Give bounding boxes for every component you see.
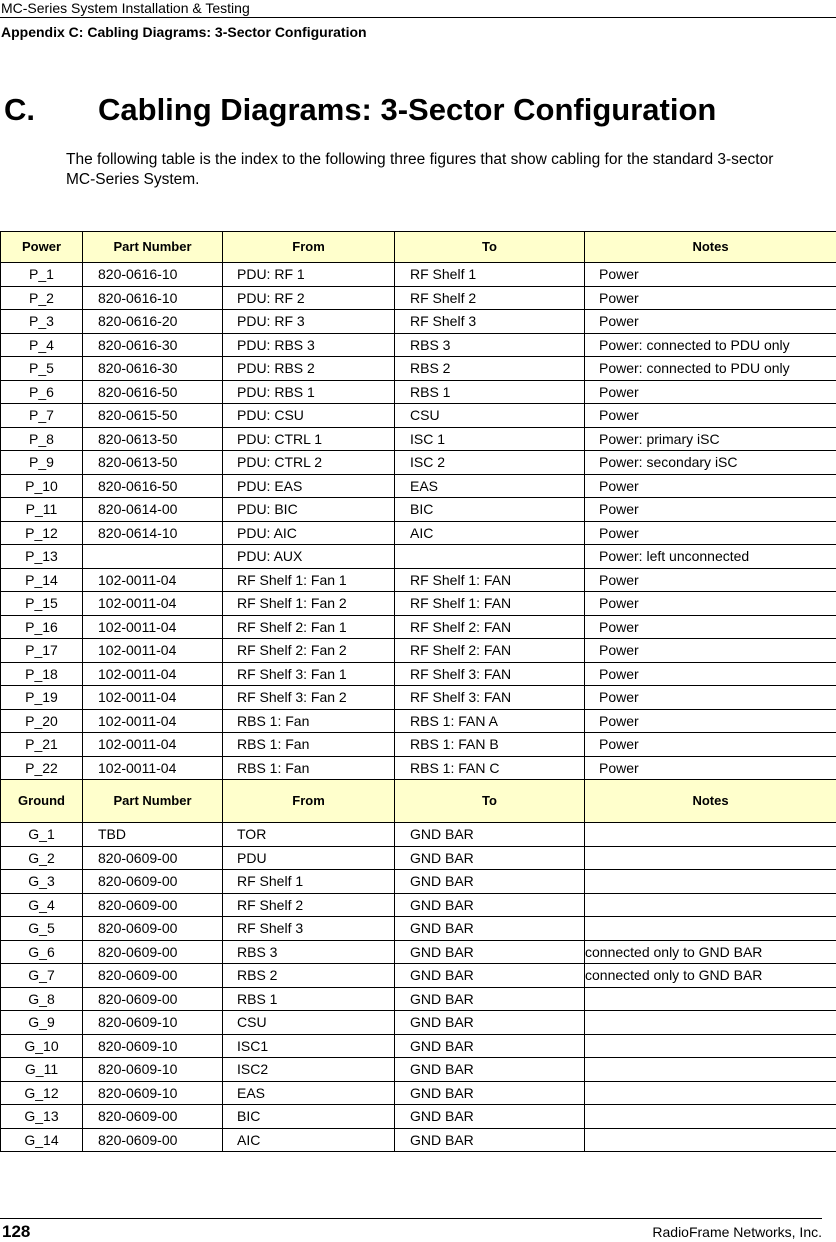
- table-row: [1, 333, 836, 357]
- table-cell: [585, 1128, 836, 1152]
- table-cell: RF Shelf 2: [395, 286, 585, 310]
- table-cell: RF Shelf 1: [223, 870, 395, 894]
- table-row: [1, 709, 836, 733]
- table-cell: [585, 1034, 836, 1058]
- table-row: [1, 568, 836, 592]
- table-cell: GND BAR: [395, 1034, 585, 1058]
- table-cell: P_6: [1, 380, 83, 404]
- table-cell: [585, 987, 836, 1011]
- table-cell: Power: primary iSC: [585, 427, 836, 451]
- table-row: [1, 1058, 836, 1082]
- table-cell: AIC: [223, 1128, 395, 1152]
- header-cell: Notes: [585, 232, 836, 263]
- table-cell: PDU: AUX: [223, 545, 395, 569]
- table-cell: G_7: [1, 964, 83, 988]
- table-row: [1, 823, 836, 847]
- table-cell: RBS 1: FAN C: [395, 756, 585, 780]
- header-cell: From: [223, 232, 395, 263]
- table-cell: 820-0609-00: [83, 964, 223, 988]
- table-cell: GND BAR: [395, 1105, 585, 1129]
- table-cell: RF Shelf 1: FAN: [395, 568, 585, 592]
- table-cell: PDU: [223, 846, 395, 870]
- ground-header: [1, 780, 836, 823]
- table-cell: RF Shelf 2: FAN: [395, 639, 585, 663]
- table-cell: ISC2: [223, 1058, 395, 1082]
- cabling-index-table: [0, 231, 836, 1152]
- table-cell: PDU: RF 3: [223, 310, 395, 334]
- table-cell: P_22: [1, 756, 83, 780]
- page-number: 128: [2, 1222, 30, 1242]
- header-cell: Notes: [585, 780, 836, 823]
- table-row: [1, 592, 836, 616]
- table-cell: 102-0011-04: [83, 615, 223, 639]
- table-cell: P_4: [1, 333, 83, 357]
- table-cell: 102-0011-04: [83, 756, 223, 780]
- table-cell: CSU: [223, 1011, 395, 1035]
- table-cell: RBS 1: Fan: [223, 756, 395, 780]
- table-cell: 820-0613-50: [83, 451, 223, 475]
- table-cell: Power: connected to PDU only: [585, 357, 836, 381]
- table-cell: P_2: [1, 286, 83, 310]
- table-cell: P_9: [1, 451, 83, 475]
- table-cell: [585, 1011, 836, 1035]
- table-cell: 102-0011-04: [83, 733, 223, 757]
- header-cell: From: [223, 780, 395, 823]
- table-cell: PDU: RF 2: [223, 286, 395, 310]
- table-cell: 820-0609-00: [83, 940, 223, 964]
- table-cell: 820-0616-50: [83, 380, 223, 404]
- table-cell: RF Shelf 3: FAN: [395, 662, 585, 686]
- table-row: [1, 870, 836, 894]
- table-cell: P_12: [1, 521, 83, 545]
- table-cell: P_14: [1, 568, 83, 592]
- table-cell: AIC: [395, 521, 585, 545]
- table-cell: P_13: [1, 545, 83, 569]
- table-cell: 820-0616-50: [83, 474, 223, 498]
- table-cell: Power: [585, 310, 836, 334]
- table-row: [1, 427, 836, 451]
- table-cell: P_17: [1, 639, 83, 663]
- table-cell: P_20: [1, 709, 83, 733]
- table-cell: [585, 1105, 836, 1129]
- header-cell: Part Number: [83, 780, 223, 823]
- table-cell: Power: [585, 286, 836, 310]
- table-cell: 820-0616-20: [83, 310, 223, 334]
- table-cell: P_3: [1, 310, 83, 334]
- table-cell: RBS 3: [223, 940, 395, 964]
- table-cell: 820-0616-10: [83, 263, 223, 287]
- table-cell: RF Shelf 1: [395, 263, 585, 287]
- table-row: [1, 756, 836, 780]
- table-cell: Power: [585, 521, 836, 545]
- table-cell: P_15: [1, 592, 83, 616]
- table-cell: RF Shelf 3: Fan 1: [223, 662, 395, 686]
- table-cell: 820-0616-30: [83, 357, 223, 381]
- table-row: [1, 521, 836, 545]
- table-cell: EAS: [395, 474, 585, 498]
- table-row: [1, 474, 836, 498]
- table-row: [1, 987, 836, 1011]
- table-cell: Power: [585, 380, 836, 404]
- table-cell: [585, 1058, 836, 1082]
- table-cell: PDU: RBS 2: [223, 357, 395, 381]
- table-cell: G_11: [1, 1058, 83, 1082]
- table-cell: GND BAR: [395, 964, 585, 988]
- table-cell: [83, 545, 223, 569]
- table-cell: RBS 1: Fan: [223, 733, 395, 757]
- table-cell: 102-0011-04: [83, 686, 223, 710]
- table-row: [1, 498, 836, 522]
- table-cell: BIC: [223, 1105, 395, 1129]
- table-cell: GND BAR: [395, 870, 585, 894]
- table-cell: BIC: [395, 498, 585, 522]
- table-cell: 820-0614-10: [83, 521, 223, 545]
- table-cell: 820-0609-00: [83, 1105, 223, 1129]
- table-cell: RBS 1: FAN B: [395, 733, 585, 757]
- table-cell: RF Shelf 3: [395, 310, 585, 334]
- table-cell: 820-0609-00: [83, 987, 223, 1011]
- table-cell: GND BAR: [395, 1081, 585, 1105]
- table-row: [1, 733, 836, 757]
- table-cell: 820-0609-10: [83, 1081, 223, 1105]
- table-cell: 820-0614-00: [83, 498, 223, 522]
- table-row: [1, 1011, 836, 1035]
- table-cell: G_10: [1, 1034, 83, 1058]
- table-cell: PDU: EAS: [223, 474, 395, 498]
- table-row: [1, 964, 836, 988]
- table-row: [1, 639, 836, 663]
- table-cell: EAS: [223, 1081, 395, 1105]
- table-row: [1, 1081, 836, 1105]
- table-cell: GND BAR: [395, 1128, 585, 1152]
- table-cell: RF Shelf 3: Fan 2: [223, 686, 395, 710]
- table-cell: 820-0609-00: [83, 870, 223, 894]
- table-row: [1, 1128, 836, 1152]
- table-cell: G_4: [1, 893, 83, 917]
- chapter-title: Cabling Diagrams: 3-Sector Configuration: [98, 92, 716, 127]
- table-cell: Power: [585, 709, 836, 733]
- table-cell: GND BAR: [395, 893, 585, 917]
- table-cell: Power: [585, 733, 836, 757]
- table-cell: Power: [585, 639, 836, 663]
- table-cell: CSU: [395, 404, 585, 428]
- table-cell: P_10: [1, 474, 83, 498]
- table-cell: P_21: [1, 733, 83, 757]
- table-cell: G_13: [1, 1105, 83, 1129]
- table-cell: 820-0609-10: [83, 1034, 223, 1058]
- table-cell: Power: [585, 404, 836, 428]
- table-cell: ISC1: [223, 1034, 395, 1058]
- table-cell: RF Shelf 1: FAN: [395, 592, 585, 616]
- intro-paragraph: The following table is the index to the following three figures that show cabling for the standard 3-sector MC-Series System.: [66, 150, 806, 190]
- appendix-title: Appendix C: Cabling Diagrams: 3-Sector Configuration: [1, 24, 367, 40]
- table-row: [1, 615, 836, 639]
- table-cell: Power: [585, 568, 836, 592]
- table-cell: RF Shelf 1: Fan 2: [223, 592, 395, 616]
- table-row: [1, 917, 836, 941]
- table-cell: 820-0616-10: [83, 286, 223, 310]
- header-cell: Part Number: [83, 232, 223, 263]
- table-cell: Power: [585, 756, 836, 780]
- table-row: [1, 404, 836, 428]
- table-cell: GND BAR: [395, 987, 585, 1011]
- company-name: RadioFrame Networks, Inc.: [652, 1224, 822, 1240]
- table-cell: GND BAR: [395, 823, 585, 847]
- table-row: [1, 310, 836, 334]
- running-title: MC-Series System Installation & Testing: [1, 0, 250, 16]
- chapter-number: C.: [4, 92, 98, 128]
- power-rows: [1, 263, 836, 780]
- table-cell: RBS 2: [223, 964, 395, 988]
- table-cell: 102-0011-04: [83, 709, 223, 733]
- table-cell: RBS 3: [395, 333, 585, 357]
- table-cell: 820-0615-50: [83, 404, 223, 428]
- table-cell: Power: [585, 474, 836, 498]
- ground-header-row: [1, 780, 836, 823]
- table-cell: G_8: [1, 987, 83, 1011]
- table-cell: GND BAR: [395, 940, 585, 964]
- table-row: [1, 357, 836, 381]
- table-cell: G_6: [1, 940, 83, 964]
- table-cell: PDU: CTRL 1: [223, 427, 395, 451]
- table-row: [1, 545, 836, 569]
- table-cell: PDU: AIC: [223, 521, 395, 545]
- table-cell: ISC 1: [395, 427, 585, 451]
- table-row: [1, 846, 836, 870]
- power-header-row: [1, 232, 836, 263]
- header-cell: Ground: [1, 780, 83, 823]
- table-cell: G_2: [1, 846, 83, 870]
- table-cell: 820-0609-10: [83, 1058, 223, 1082]
- table-cell: 102-0011-04: [83, 568, 223, 592]
- table-cell: G_9: [1, 1011, 83, 1035]
- chapter-heading: [4, 92, 716, 128]
- table-cell: 820-0609-00: [83, 1128, 223, 1152]
- table-cell: [585, 823, 836, 847]
- table-cell: Power: connected to PDU only: [585, 333, 836, 357]
- table-cell: G_3: [1, 870, 83, 894]
- table-cell: GND BAR: [395, 1058, 585, 1082]
- table-cell: Power: [585, 498, 836, 522]
- table-cell: RF Shelf 3: [223, 917, 395, 941]
- table-cell: PDU: RBS 3: [223, 333, 395, 357]
- table-cell: RBS 1: [395, 380, 585, 404]
- table-cell: RF Shelf 2: FAN: [395, 615, 585, 639]
- table-cell: GND BAR: [395, 917, 585, 941]
- table-cell: connected only to GND BAR: [585, 940, 836, 964]
- table-cell: [585, 917, 836, 941]
- table-cell: 102-0011-04: [83, 592, 223, 616]
- table-cell: P_1: [1, 263, 83, 287]
- table-cell: PDU: BIC: [223, 498, 395, 522]
- header-cell: To: [395, 780, 585, 823]
- table-cell: P_11: [1, 498, 83, 522]
- table-cell: G_5: [1, 917, 83, 941]
- table-cell: TBD: [83, 823, 223, 847]
- table-cell: G_14: [1, 1128, 83, 1152]
- table-row: [1, 380, 836, 404]
- table-cell: Power: [585, 686, 836, 710]
- table-cell: P_19: [1, 686, 83, 710]
- table-cell: 102-0011-04: [83, 662, 223, 686]
- table-cell: RBS 1: FAN A: [395, 709, 585, 733]
- header-cell: To: [395, 232, 585, 263]
- table-cell: Power: secondary iSC: [585, 451, 836, 475]
- table-cell: RF Shelf 2: Fan 2: [223, 639, 395, 663]
- table-cell: connected only to GND BAR: [585, 964, 836, 988]
- table-cell: RF Shelf 3: FAN: [395, 686, 585, 710]
- table-cell: Power: [585, 615, 836, 639]
- table-row: [1, 686, 836, 710]
- running-header: [0, 0, 836, 17]
- table-cell: 102-0011-04: [83, 639, 223, 663]
- table-cell: Power: [585, 662, 836, 686]
- table-cell: RBS 1: Fan: [223, 709, 395, 733]
- table-cell: TOR: [223, 823, 395, 847]
- table-cell: [585, 846, 836, 870]
- table-cell: RF Shelf 1: Fan 1: [223, 568, 395, 592]
- table-cell: P_7: [1, 404, 83, 428]
- table-cell: RBS 2: [395, 357, 585, 381]
- table-cell: 820-0613-50: [83, 427, 223, 451]
- table-row: [1, 662, 836, 686]
- table-cell: G_1: [1, 823, 83, 847]
- table-cell: 820-0609-10: [83, 1011, 223, 1035]
- table-cell: P_8: [1, 427, 83, 451]
- header-cell: Power: [1, 232, 83, 263]
- table-cell: [395, 545, 585, 569]
- table-cell: Power: [585, 592, 836, 616]
- table-row: [1, 940, 836, 964]
- table-cell: PDU: CSU: [223, 404, 395, 428]
- table-cell: 820-0609-00: [83, 917, 223, 941]
- table-row: [1, 451, 836, 475]
- footer-rule: [0, 1218, 822, 1219]
- table-row: [1, 1034, 836, 1058]
- table-cell: P_5: [1, 357, 83, 381]
- table-cell: G_12: [1, 1081, 83, 1105]
- table-cell: [585, 893, 836, 917]
- table-row: [1, 263, 836, 287]
- table-cell: ISC 2: [395, 451, 585, 475]
- table-cell: PDU: RBS 1: [223, 380, 395, 404]
- table-cell: Power: left unconnected: [585, 545, 836, 569]
- table-cell: [585, 1081, 836, 1105]
- table-cell: RBS 1: [223, 987, 395, 1011]
- table-row: [1, 893, 836, 917]
- ground-rows: [1, 823, 836, 1152]
- table-row: [1, 286, 836, 310]
- table-cell: 820-0609-00: [83, 893, 223, 917]
- table-cell: PDU: CTRL 2: [223, 451, 395, 475]
- table-cell: RF Shelf 2: Fan 1: [223, 615, 395, 639]
- table-cell: P_16: [1, 615, 83, 639]
- header-rule: [0, 17, 836, 18]
- table-cell: Power: [585, 263, 836, 287]
- table-cell: 820-0609-00: [83, 846, 223, 870]
- table-cell: [585, 870, 836, 894]
- table-cell: P_18: [1, 662, 83, 686]
- table-row: [1, 1105, 836, 1129]
- table-cell: PDU: RF 1: [223, 263, 395, 287]
- table-cell: 820-0616-30: [83, 333, 223, 357]
- table-cell: GND BAR: [395, 1011, 585, 1035]
- table-cell: RF Shelf 2: [223, 893, 395, 917]
- table-cell: GND BAR: [395, 846, 585, 870]
